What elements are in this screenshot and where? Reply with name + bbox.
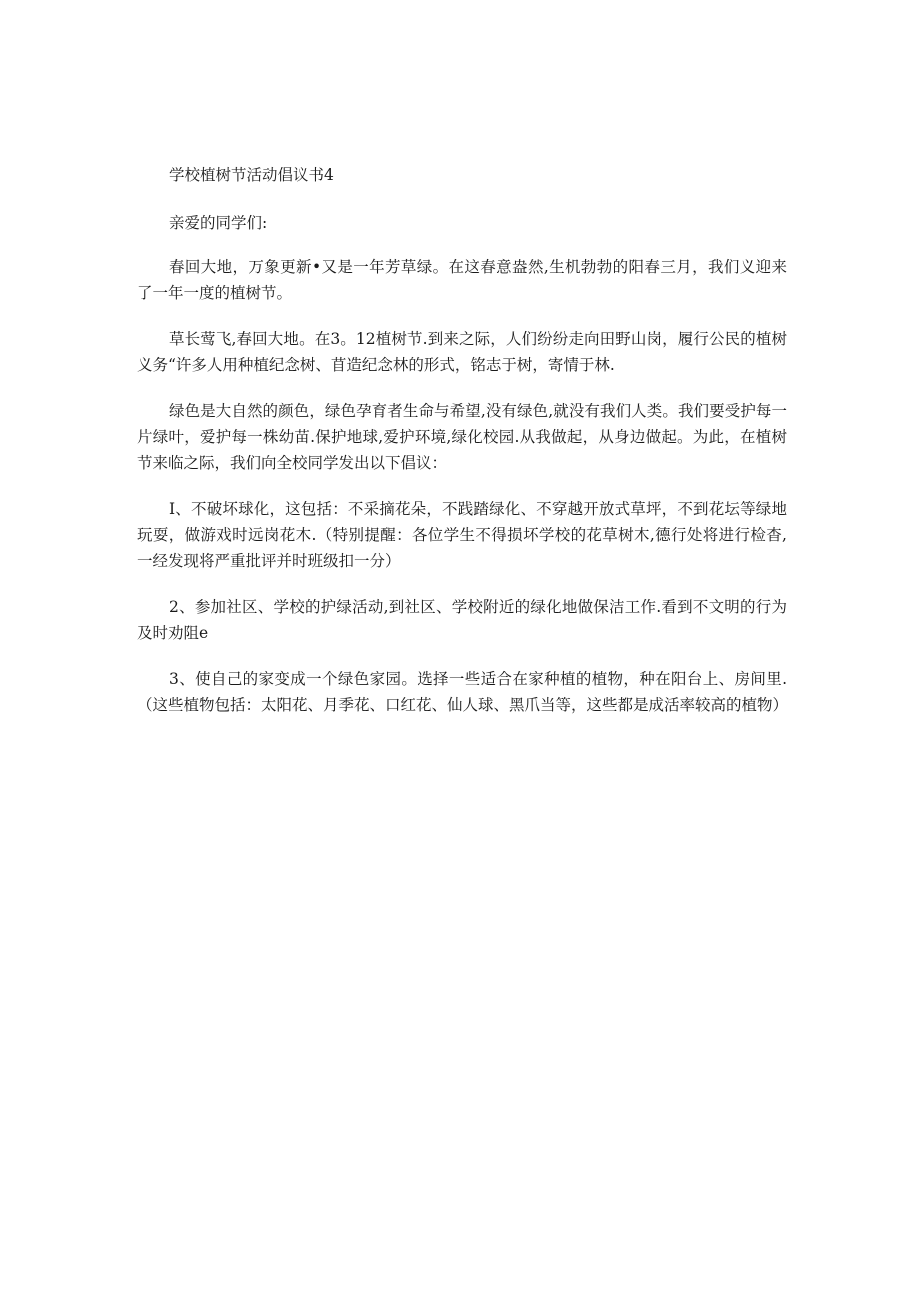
proposal-item-2: 2、参加社区、学校的护绿活动,到社区、学校附近的绿化地做保洁工作.看到不文明的行为及时劝阻e bbox=[137, 598, 787, 642]
paragraph-green: 绿色是大自然的颜色，绿色孕育者生命与希望,没有绿色,就没有我们人类。我们要受护每一片绿叶，爱护每一株幼苗.保护地球,爱护环境,绿化校园.从我做起，从身边做起。为此，在植树节来临之际，我们向全校同学发出以下倡议： bbox=[137, 402, 787, 472]
paragraph-intro: 春回大地，万象更新•又是一年芳草绿。在这春意盎然,生机勃勃的阳春三月，我们义迎来了一年一度的植树节。 bbox=[137, 258, 787, 302]
proposal-item-3: 3、使自己的家变成一个绿色家园。选择一些适合在家种植的植物，种在阳台上、房间里.（这些植物包括：太阳花、月季花、口红花、仙人球、黑爪当等，这些都是成活率较高的植物） bbox=[137, 670, 789, 714]
paragraph-arbor-day: 草长莺飞,春回大地。在3。12植树节.到来之际，人们纷纷走向田野山岗，履行公民的植树义务“许多人用种植纪念树、苜造纪念林的形式，铭志于树，寄情于林. bbox=[137, 330, 787, 374]
salutation: 亲爱的同学们: bbox=[169, 214, 268, 232]
proposal-item-1: I、不破坏球化，这包括：不采摘花朵，不践踏绿化、不穿越开放式草坪，不到花坛等绿地玩耍，做游戏时远岗花木.（特别提醒：各位学生不得损坏学校的花草树木,德行处将进行检杳,一经发现将严重批评并时班级扣一分） bbox=[137, 500, 787, 570]
document-title: 学校植树节活动倡议书4 bbox=[169, 166, 334, 184]
document-body bbox=[137, 162, 787, 738]
